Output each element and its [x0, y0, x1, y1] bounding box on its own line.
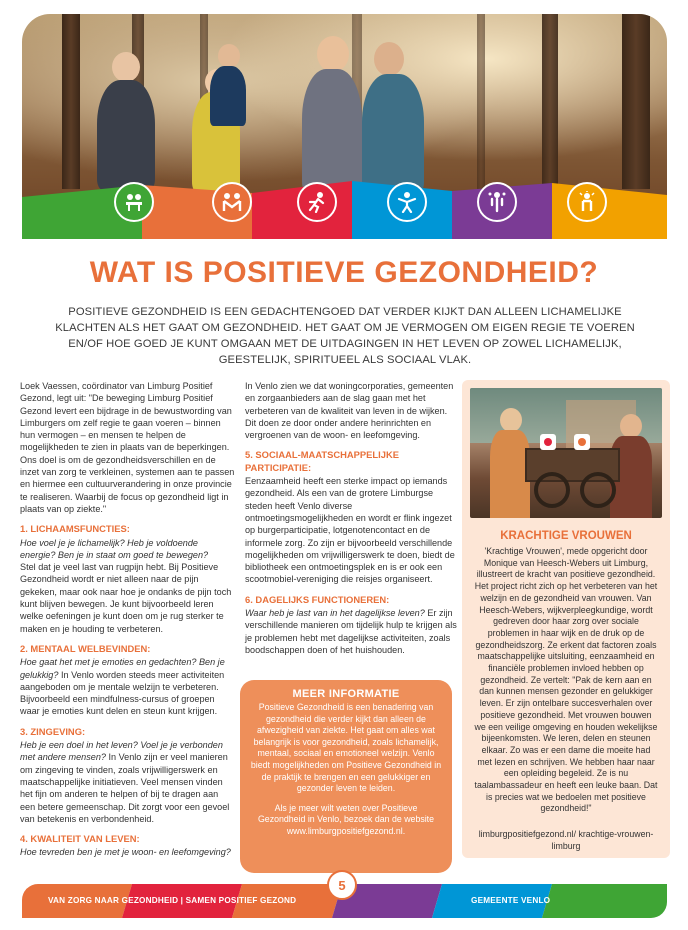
paragraph	[20, 656, 235, 717]
page-number: 5	[327, 870, 357, 900]
info-title: MEER INFORMATIE	[292, 688, 400, 700]
info-text: Positieve Gezondheid is een benadering van gezondheid die verder kijkt dan alleen de afwezigheid van ziekte. Het gaat om alles wat belangrijk is voor gezondheid, zoals lichamelijk, mentaal, sociaal en emotioneel welzijn. Venlo biedt mogelijkheden om Positieve Gezondheid in de praktijk te brengen en een gelukkiger en gezonder leven te leiden.	[250, 702, 442, 794]
section-question: Hoe voel je je lichamelijk? Heb je voldoende energie? Ben je in staat om goed te bewegen?	[20, 537, 209, 560]
participation-icon	[477, 182, 517, 222]
paragraph: Loek Vaessen, coördinator van Limburg Positief Gezond, legt uit: "De beweging Limburg Positief Gezond levert een bijdrage in de bewustwording van Limburgers om zelf regie te gaan voeren – binnen hun vermogen – en mensen te helpen de mogelijkheden te zien in plaats van de beperkingen. Ons doel is om de gezondheidsverschillen en de inzet van zorg te verkleinen, systemen aan te passen en hiermee een cultuurverandering in onze provincie te realiseren. Waarbij de focus op gezondheid ligt in plaats van op ziekte."	[20, 381, 235, 514]
women-with-cart-photo	[470, 388, 662, 518]
section-question: Waar heb je last van in het dagelijkse leven?	[245, 608, 425, 619]
paragraph-text: In Venlo worden steeds meer activiteiten aangeboden om je mentale welzijn te verbeteren. Bijvoorbeeld een mindfulness-cursus of groepen waar je emoties kunt delen en steun kunt krijgen.	[20, 669, 225, 717]
mental-wellbeing-icon	[212, 182, 252, 222]
footer-left-text: VAN ZORG NAAR GEZONDHEID | SAMEN POSITIEF GEZOND	[48, 896, 297, 905]
section-heading: 5. SOCIAAL-MAATSCHAPPELIJKE PARTICIPATIE:	[245, 449, 400, 473]
article-column-2	[245, 380, 457, 656]
section-heading: 3. ZINGEVING:	[20, 725, 86, 737]
paragraph-text: In Venlo zijn er veel manieren om zingeving te vinden, zoals vrijwilligerswerk en maatschappelijke initiatieven. Veel mensen vinden het fijn om anderen te helpen of bij te dragen aan een betere gemeenschap. Dit zorgt voor een gevoel van betekenis en verbondenheid.	[20, 752, 230, 824]
article-column-1	[20, 380, 235, 859]
paragraph	[20, 739, 235, 825]
section-question: Hoe gaat het met je emoties en gedachten? Ben je gelukkig?	[20, 657, 225, 680]
sidebar-link[interactable]: limburgpositiefgezond.nl/ krachtige-vrouwen-limburg	[478, 829, 654, 851]
bodily-functions-icon	[297, 182, 337, 222]
paragraph: In Venlo zien we dat woningcorporaties, gemeenten en zorgaanbieders aan de slag gaan met het verbeteren van de kwaliteit van leven in de wijken. Dit doen ze door onder andere herinrichten en vergroenen van de woon- en leefomgeving.	[245, 381, 454, 441]
meaningfulness-icon	[114, 182, 154, 222]
paragraph	[245, 607, 457, 656]
section-heading: 4. KWALITEIT VAN LEVEN:	[20, 833, 140, 845]
paragraph: Stel dat je veel last van rugpijn hebt. Bij Positieve Gezondheid wordt er niet alleen naar de pijn gekeken, maar ook naar hoe je ondanks de pijn toch kunt blijven bewegen. Je kunt bijvoorbeeld leren welke oefeningen je kunt doen om je rug sterker te maken en je houding te verbeteren.	[20, 562, 232, 634]
more-info-box	[240, 680, 452, 873]
sidebar-text: 'Krachtige Vrouwen', mede opgericht door Monique van Heesch-Webers uit Limburg, illustreert de kracht van positieve gezondheid. Het project richt zich op het verbeteren van het welzijn en de gezondheid van vrouwen. Van Heesch-Webers, wijkverpleegkundige, wordt gedreven door haar zorg over sociale problemen in haar wijk en de druk op de gezondheidszorg. Ze erkent dat factoren zoals maatschappelijke uitsluiting, eenzaamheid en financiële problemen invloed hebben op gezondheid. Ze vertelt: "Pak de kern aan en dan kunnen mensen gezonder en gelukkiger leven. Er zijn ontelbare succesverhalen over positieve gezondheid. Met vrouwen bouwen we een veilige omgeving en houden wekelijkse bijeenkomsten. We leren, delen en steunen elkaar. Zo was er een dame die moeite had met lezen en schrijven. We hebben haar naar een opleiding begeleid. Ze is nu taalambassadeur en heeft een leuke baan. Dat is precies wat we bedoelen met positieve gezondheid!"	[474, 546, 658, 814]
quality-of-life-icon	[387, 182, 427, 222]
section-question: Heb je een doel in het leven? Voel je je verbonden met andere mensen?	[20, 740, 223, 763]
paragraph-text: Er zijn verschillende manieren om tijdelijk hulp te krijgen als je problemen hebt met dagelijkse activiteiten, zoals boodschappen doen of het huishouden.	[245, 608, 457, 655]
footer-right-text: GEMEENTE VENLO	[471, 896, 551, 905]
section-question: Hoe tevreden ben je met je woon- en leefomgeving?	[20, 847, 231, 858]
intro-paragraph: POSITIEVE GEZONDHEID IS EEN GEDACHTENGOED DAT VERDER KIJKT DAN ALLEEN LICHAMELIJKE KLACHTEN ALS HET GAAT OM GEZONDHEID. HET GAAT OM JE VERMOGEN OM EIGEN REGIE TE VOEREN EN/OF HOE GOED JE KUNT OMGAAN MET DE UITDAGINGEN IN HET LEVEN OP ZOWEL LICHAMELIJK, GEESTELIJK, SPIRITUEEL ALS SOCIAAL VLAK.	[55, 306, 635, 366]
section-heading: 1. LICHAAMSFUNCTIES:	[20, 523, 130, 535]
page-title: WAT IS POSITIEVE GEZONDHEID?	[89, 256, 599, 289]
sidebar-krachtige-vrouwen	[462, 380, 670, 858]
paragraph: Eenzaamheid heeft een sterke impact op iemands gezondheid. Als een van de grotere Limburgse steden heeft Venlo diverse ontmoetingsmogelijkheden en wordt er flink ingezet op burgerparticipatie, lotgenotencontact en de informele zorg. Zo zijn er bijvoorbeeld verschillende mogelijkheden om vrijwilligerswerk te doen, biedt de bibliotheek een ontmoetingsplek en is er ook een scootmobiel-vereniging die reisjes organiseert.	[245, 476, 455, 585]
info-contact: Als je meer wilt weten over Positieve Gezondheid in Venlo, bezoek dan de website www.limburgpositiefgezond.nl.	[257, 802, 435, 836]
daily-functioning-icon	[567, 182, 607, 222]
sidebar-title: KRACHTIGE VROUWEN	[500, 530, 632, 542]
hero-photo	[22, 14, 667, 239]
section-heading: 2. MENTAAL WELBEVINDEN:	[20, 642, 151, 654]
section-heading: 6. DAGELIJKS FUNCTIONEREN:	[245, 593, 390, 605]
